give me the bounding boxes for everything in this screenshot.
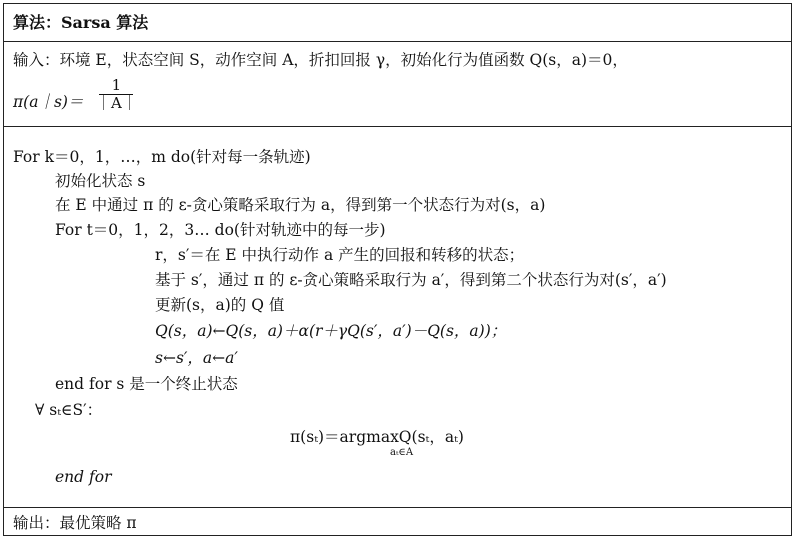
policy-fraction: [96, 77, 137, 111]
line-for-t: For t＝0，1，2，3… do(针对轨迹中的每一步): [55, 221, 386, 239]
line-for-k: For k＝0，1，…，m do(针对每一条轨迹): [13, 148, 311, 166]
line-init-state: 初始化状态 s: [55, 172, 146, 190]
line-q-formula: Q(s，a)←Q(s，a)＋α(r＋γQ(s′，a′)－Q(s，a))；: [155, 322, 507, 340]
line-first-pair: 在 E 中通过 π 的 ε-贪心策略采取行为 a，得到第一个状态行为对(s，a): [55, 196, 546, 214]
line-second-pair: 基于 s′，通过 π 的 ε-贪心策略采取行为 a′，得到第二个状态行为对(s′，a′): [155, 271, 667, 289]
input-line-2: π(a｜s)＝: [13, 93, 84, 111]
line-assign: s←s′，a←a′: [155, 349, 238, 367]
divider-input: [3, 126, 792, 127]
divider-output: [3, 507, 792, 508]
fraction-numerator: 1: [111, 76, 122, 94]
output-line: 输出：最优策略 π: [13, 514, 137, 532]
line-step-reward: r，s′＝在 E 中执行动作 a 产生的回报和转移的状态；: [155, 246, 525, 264]
line-end-for-outer: end for: [55, 468, 112, 486]
argmax-subscript: aₜ∈A: [390, 447, 414, 458]
divider-title: [3, 41, 792, 42]
input-line-1: 输入：环境 E，状态空间 S，动作空间 A，折扣回报 γ，初始化行为值函数 Q(s，a)＝0，: [13, 51, 628, 69]
line-forall: ∀ sₜ∈S′：: [35, 401, 103, 419]
line-update-q: 更新(s，a)的 Q 值: [155, 296, 285, 314]
line-argmax: π(sₜ)＝argmaxQ(sₜ，aₜ): [290, 428, 464, 446]
line-end-for-inner: end for s 是一个终止状态: [55, 375, 238, 393]
fraction-denominator: ｜A｜: [96, 94, 137, 112]
algorithm-title: 算法：Sarsa 算法: [13, 13, 149, 32]
